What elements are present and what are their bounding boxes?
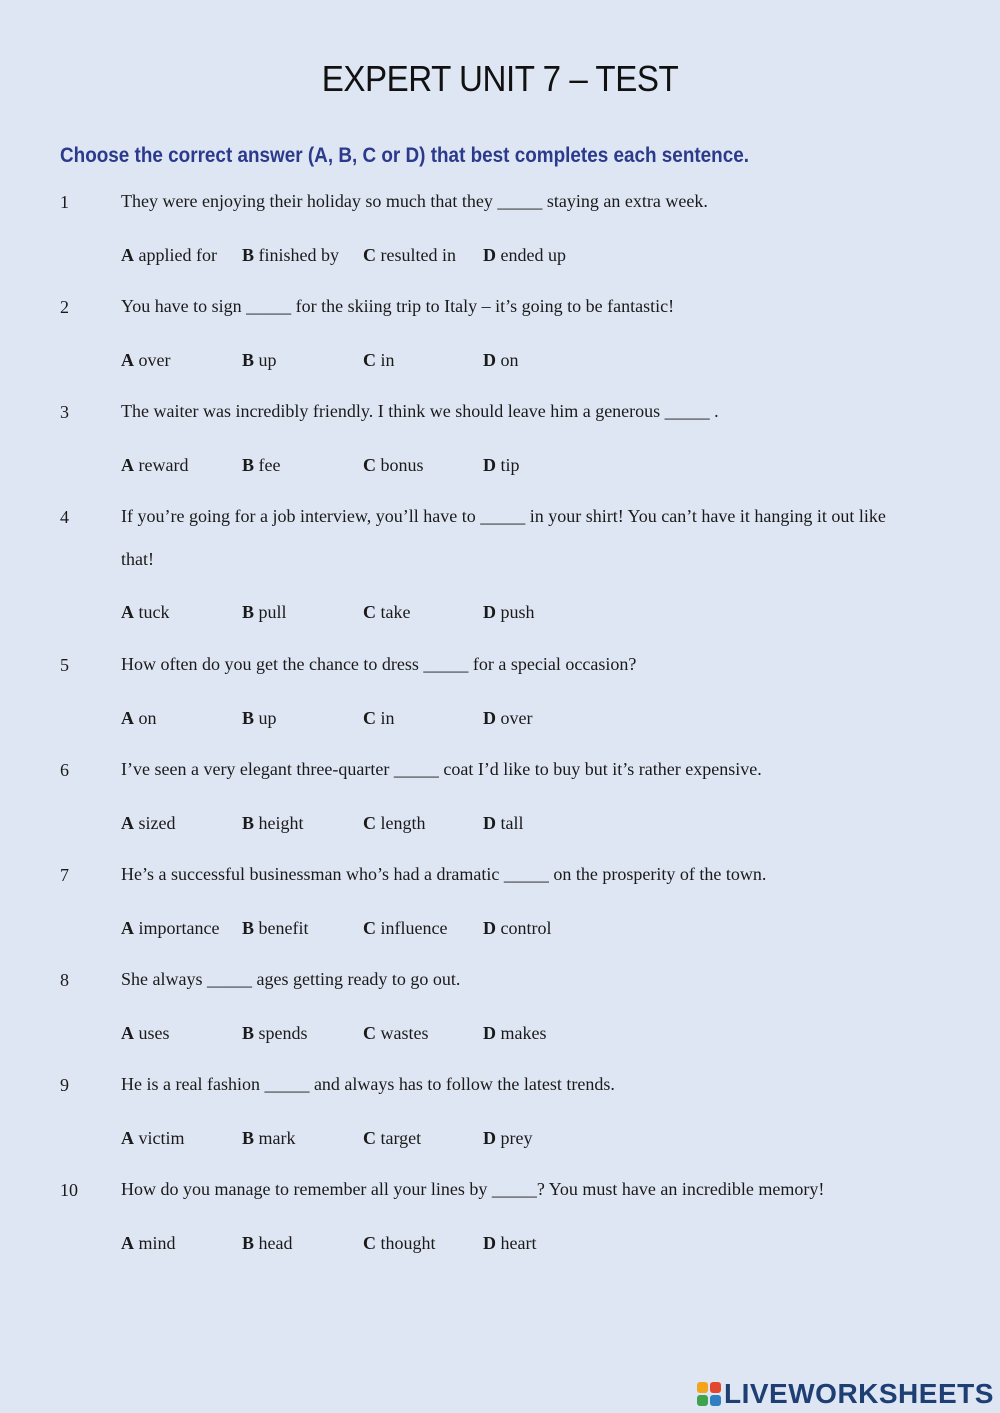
- options: [121, 1233, 921, 1257]
- question-number: 1: [60, 192, 69, 212]
- question-stem: He is a real fashion _____ and always has to follow the latest trends.: [121, 1074, 615, 1094]
- option-b[interactable]: B pull: [242, 602, 287, 622]
- option-d[interactable]: D tall: [483, 813, 524, 833]
- option-a[interactable]: A mind: [121, 1233, 176, 1253]
- option-b[interactable]: B benefit: [242, 918, 309, 938]
- question-number: 5: [60, 655, 69, 675]
- question-stem: If you’re going for a job interview, you’ll have to _____ in your shirt! You can’t have it hanging it out like that!: [121, 506, 886, 569]
- option-b[interactable]: B finished by: [242, 245, 340, 265]
- options: [121, 350, 921, 374]
- options: [121, 1128, 921, 1152]
- question-number: 8: [60, 970, 69, 990]
- option-d[interactable]: D push: [483, 602, 535, 622]
- question-stem: You have to sign _____ for the skiing trip to Italy – it’s going to be fantastic!: [121, 296, 675, 316]
- option-b[interactable]: B up: [242, 350, 277, 370]
- option-b[interactable]: B height: [242, 813, 304, 833]
- option-d[interactable]: D prey: [483, 1128, 533, 1148]
- option-d[interactable]: D ended up: [483, 245, 566, 265]
- question-number: 6: [60, 760, 69, 780]
- options: [121, 602, 921, 626]
- option-b[interactable]: B mark: [242, 1128, 296, 1148]
- option-c[interactable]: C resulted in: [363, 245, 456, 265]
- question-number: 9: [60, 1075, 69, 1095]
- question-stem: She always _____ ages getting ready to go out.: [121, 969, 461, 989]
- question-stem: How often do you get the chance to dress _____ for a special occasion?: [121, 654, 637, 674]
- options: [121, 245, 921, 269]
- options: [121, 918, 921, 942]
- option-a[interactable]: A uses: [121, 1023, 170, 1043]
- option-c[interactable]: C in: [363, 708, 395, 728]
- option-a[interactable]: A applied for: [121, 245, 217, 265]
- instruction: Choose the correct answer (A, B, C or D) that best completes each sentence.: [60, 144, 749, 167]
- option-a[interactable]: A over: [121, 350, 171, 370]
- option-c[interactable]: C target: [363, 1128, 422, 1148]
- page-title: EXPERT UNIT 7 – TEST: [321, 58, 679, 99]
- question-stem: The waiter was incredibly friendly. I think we should leave him a generous _____ .: [121, 401, 719, 421]
- option-c[interactable]: C thought: [363, 1233, 436, 1253]
- option-d[interactable]: D on: [483, 350, 519, 370]
- question-number: 4: [60, 507, 69, 527]
- option-c[interactable]: C influence: [363, 918, 448, 938]
- option-b[interactable]: B fee: [242, 455, 281, 475]
- options: [121, 708, 921, 732]
- question-number: 10: [60, 1180, 78, 1200]
- option-b[interactable]: B head: [242, 1233, 293, 1253]
- option-a[interactable]: A reward: [121, 455, 189, 475]
- question-number: 3: [60, 402, 69, 422]
- liveworksheets-logo-icon: [697, 1382, 721, 1406]
- option-b[interactable]: B up: [242, 708, 277, 728]
- option-d[interactable]: D control: [483, 918, 552, 938]
- option-d[interactable]: D makes: [483, 1023, 547, 1043]
- options: [121, 1023, 921, 1047]
- option-b[interactable]: B spends: [242, 1023, 308, 1043]
- options: [121, 813, 921, 837]
- liveworksheets-footer[interactable]: [697, 1378, 994, 1410]
- option-d[interactable]: D heart: [483, 1233, 537, 1253]
- question-stem: He’s a successful businessman who’s had a dramatic _____ on the prosperity of the town.: [121, 864, 767, 884]
- option-a[interactable]: A sized: [121, 813, 176, 833]
- brand-name: LIVEWORKSHEETS: [724, 1378, 994, 1409]
- option-c[interactable]: C take: [363, 602, 411, 622]
- option-d[interactable]: D over: [483, 708, 533, 728]
- question-stem: How do you manage to remember all your lines by _____? You must have an incredible memory!: [121, 1179, 825, 1199]
- option-d[interactable]: D tip: [483, 455, 520, 475]
- option-a[interactable]: A tuck: [121, 602, 170, 622]
- question-stem: They were enjoying their holiday so much that they _____ staying an extra week.: [121, 191, 708, 211]
- question-stem: I’ve seen a very elegant three-quarter _____ coat I’d like to buy but it’s rather expensive.: [121, 759, 762, 779]
- option-c[interactable]: C bonus: [363, 455, 424, 475]
- option-c[interactable]: C wastes: [363, 1023, 429, 1043]
- option-a[interactable]: A victim: [121, 1128, 185, 1148]
- option-a[interactable]: A importance: [121, 918, 220, 938]
- option-c[interactable]: C length: [363, 813, 426, 833]
- question-number: 2: [60, 297, 69, 317]
- option-a[interactable]: A on: [121, 708, 157, 728]
- question-number: 7: [60, 865, 69, 885]
- option-c[interactable]: C in: [363, 350, 395, 370]
- options: [121, 455, 921, 479]
